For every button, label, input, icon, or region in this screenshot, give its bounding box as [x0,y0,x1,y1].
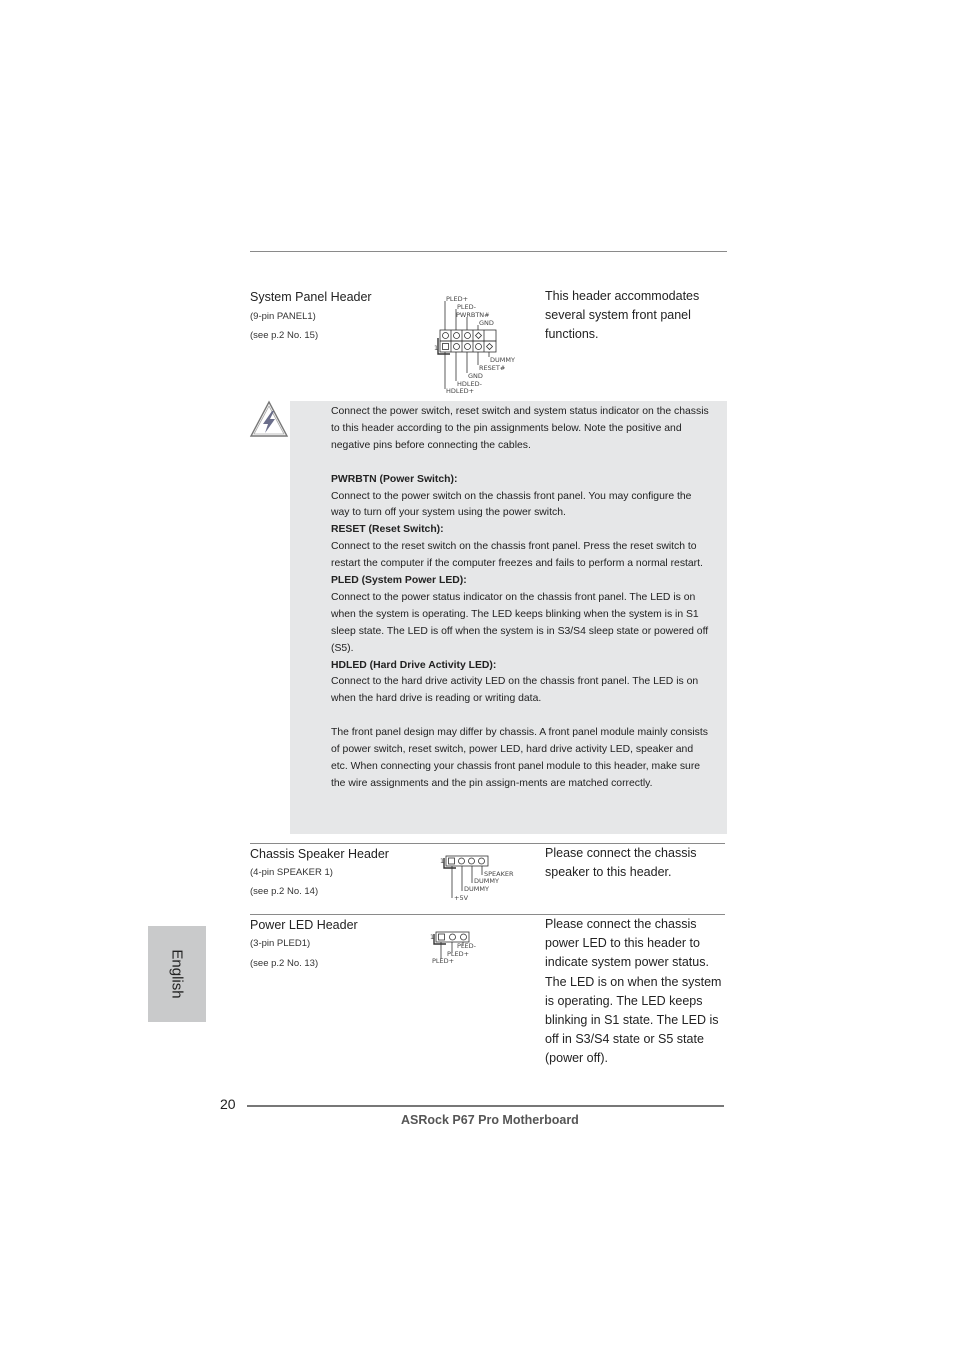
label-pled-minus: PLED- [457,303,476,311]
panel-header-ref: (see p.2 No. 15) [250,330,319,341]
label-pwrbtn: PWRBTN# [456,311,490,319]
note-text [331,404,711,793]
power-led-label-pled-plus1: PLED+ [447,950,470,958]
note-heading-pled: PLED (System Power LED): [331,575,467,587]
power-led-label-pled-plus2: PLED+ [432,957,455,965]
page-number: 20 [220,1096,236,1112]
note-heading-pwrbtn: PWRBTN (Power Switch): [331,473,458,485]
power-led-label-pin-one: 1 [430,933,435,941]
language-side-tab-label: English [168,949,186,999]
note-text-pled: Connect to the power status indicator on the chassis front panel. The LED is on when the system is operating. The LED keeps blinking when the system is in S1 sleep state. The LED is off when the system is in S3/S4 sleep state or powered off (S5). [331,591,709,654]
power-led-header-diagram [428,928,488,968]
label-pled-plus: PLED+ [446,295,469,303]
power-led-header-title: Power LED Header [250,918,358,932]
panel-header-pins: (9-pin PANEL1) [250,311,316,322]
label-hdled-plus: HDLED+ [446,387,475,395]
speaker-header-description: Please connect the chassis speaker to this header. [545,846,697,880]
footer-divider [247,1105,724,1107]
note-text-hdled: Connect to the hard drive activity LED on the chassis front panel. The LED is on when the hard drive is reading or writing data. [331,676,699,705]
speaker-header-ref: (see p.2 No. 14) [250,886,319,897]
panel-header-diagram [432,292,528,396]
speaker-label-5v: +5V [454,894,469,902]
panel-header-description: This header accommodates several system front panel functions. [545,289,700,342]
panel-header-title: System Panel Header [250,290,372,304]
power-led-header-description: Please connect the chassis power LED to this header to indicate system power status. The LED is on when the system is operating. The LED keeps blinking in S1 state. The LED is off in S3/S4 state or S5 state (power off). [545,917,722,1066]
label-dummy: DUMMY [490,356,515,364]
note-text-pwrbtn: Connect to the power switch on the chassis front panel. You may configure the way to turn off your system using the power switch. [331,490,692,519]
power-led-label-pled-minus: PLED- [457,942,476,950]
power-led-header-pins: (3-pin PLED1) [250,938,311,949]
language-side-tab [148,926,206,1022]
warning-lightning-icon [248,399,290,439]
speaker-header-title: Chassis Speaker Header [250,847,389,861]
speaker-header-diagram [438,852,522,904]
speaker-header-pins: (4-pin SPEAKER 1) [250,867,333,878]
label-gnd-bottom: GND [468,372,483,380]
note-intro: Connect the power switch, reset switch and system status indicator on the chassis to this header according to the pin assignments below. Note the positive and negative pins before connecting the cables. [331,406,709,451]
speaker-label-dummy2: DUMMY [464,885,489,893]
label-pin-one: 1 [434,344,439,352]
note-outro: The front panel design may differ by chassis. A front panel module mainly consists of power switch, reset switch, power LED, hard drive activity LED, speaker and etc. When connecting your chassis front panel module to this header, make sure the wire assignments and the pin assign-ments are matched correctly. [331,727,708,789]
note-heading-reset: RESET (Reset Switch): [331,524,444,536]
label-gnd-top: GND [479,319,494,327]
speaker-label-pin-one: 1 [440,857,445,865]
note-text-reset: Connect to the reset switch on the chassis front panel. Press the reset switch to restart the computer if the computer freezes and fails to perform a normal restart. [331,541,703,570]
speaker-label-speaker: SPEAKER [484,870,514,878]
speaker-label-dummy1: DUMMY [474,877,499,885]
footer-title: ASRock P67 Pro Motherboard [401,1113,579,1127]
top-divider [250,251,727,252]
label-hdled-minus: HDLED- [457,380,482,388]
power-led-header-ref: (see p.2 No. 13) [250,958,319,969]
label-reset: RESET# [479,364,506,372]
note-heading-hdled: HDLED (Hard Drive Activity LED): [331,659,497,671]
